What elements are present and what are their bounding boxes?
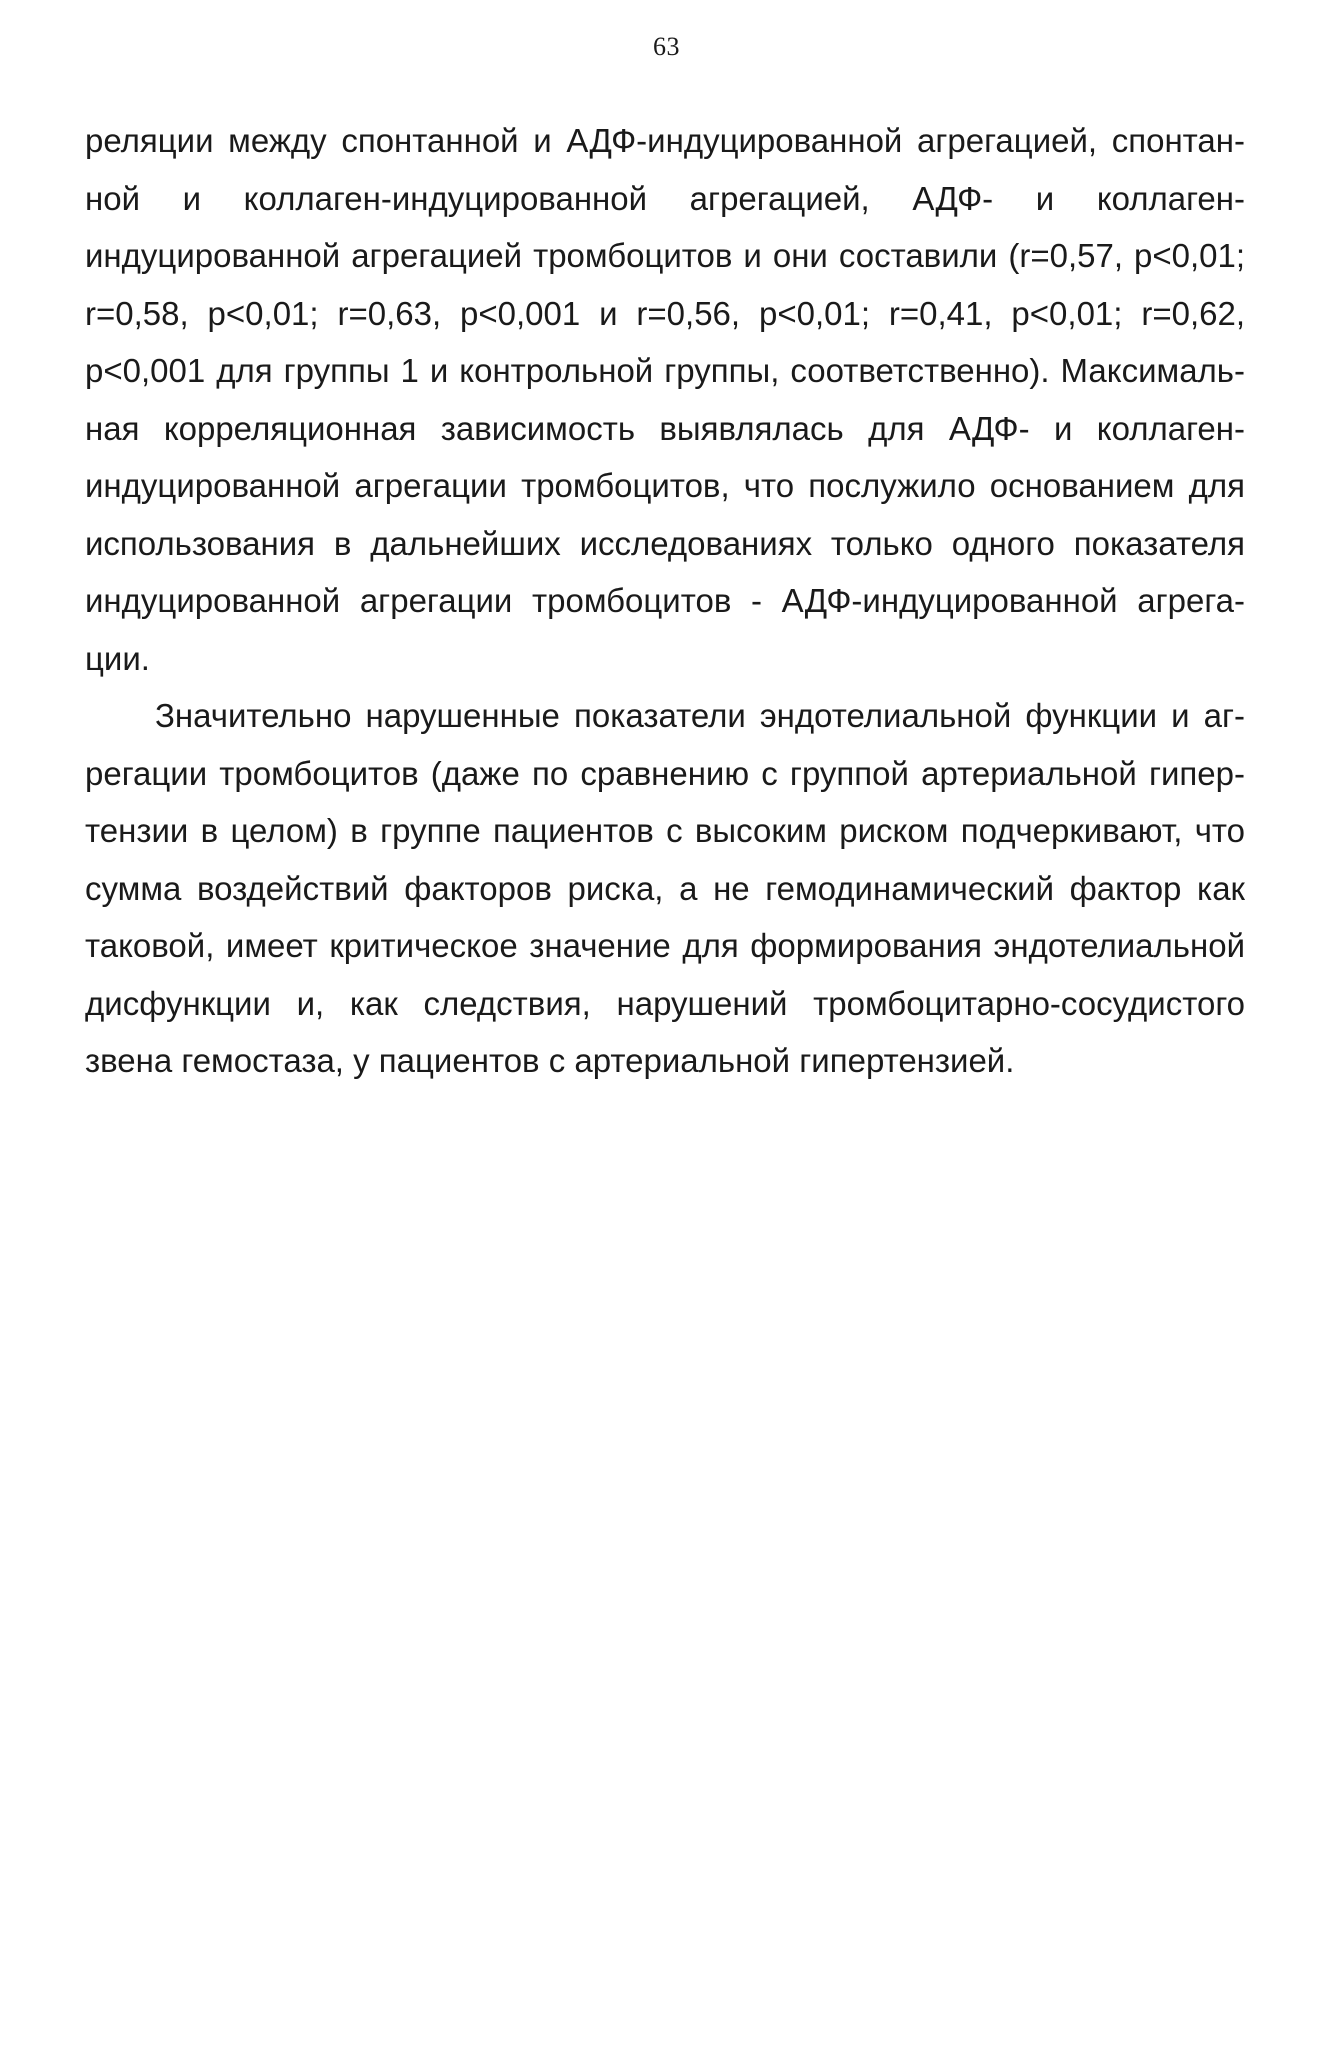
page-number: 63 (653, 32, 680, 61)
text-line: индуцированной агрегацией тромбоцитов и они составили (r=0,57, p<0,01; (85, 237, 1245, 274)
paragraph-1 (85, 112, 1245, 687)
text-line: ции. (85, 639, 150, 677)
paragraph-2 (85, 687, 1245, 1090)
document-body (85, 112, 1245, 1090)
text-line: индуцированной агрегации тромбоцитов - АДФ-индуцированной агрега- (85, 582, 1245, 619)
text-line: тензии в целом) в группе пациентов с высоким риском подчеркивают, что (85, 812, 1245, 849)
text-line: Значительно нарушенные показатели эндотелиальной функции и аг- (155, 697, 1245, 734)
text-line: индуцированной агрегации тромбоцитов, что послужило основанием для (85, 467, 1245, 504)
text-line: r=0,58, p<0,01; r=0,63, p<0,001 и r=0,56, p<0,01; r=0,41, p<0,01; r=0,62, (85, 294, 1245, 332)
text-line: дисфункции и, как следствия, нарушений тромбоцитарно-сосудистого (85, 984, 1245, 1022)
text-line: звена гемостаза, у пациентов с артериальной гипертензией. (85, 1042, 1015, 1079)
text-line: сумма воздействий факторов риска, а не гемодинамический фактор как (85, 869, 1245, 907)
text-line: таковой, имеет критическое значение для формирования эндотелиальной (85, 927, 1245, 964)
text-line: регации тромбоцитов (даже по сравнению с группой артериальной гипер- (85, 754, 1245, 792)
text-line: реляции между спонтанной и АДФ-индуцированной агрегацией, спонтан- (85, 122, 1245, 159)
text-line: ная корреляционная зависимость выявлялась для АДФ- и коллаген- (85, 409, 1245, 447)
text-line: ной и коллаген-индуцированной агрегацией, АДФ- и коллаген- (85, 179, 1245, 217)
text-line: использования в дальнейших исследованиях только одного показателя (85, 524, 1245, 562)
text-line: p<0,001 для группы 1 и контрольной группы, соответственно). Максималь- (85, 352, 1245, 389)
